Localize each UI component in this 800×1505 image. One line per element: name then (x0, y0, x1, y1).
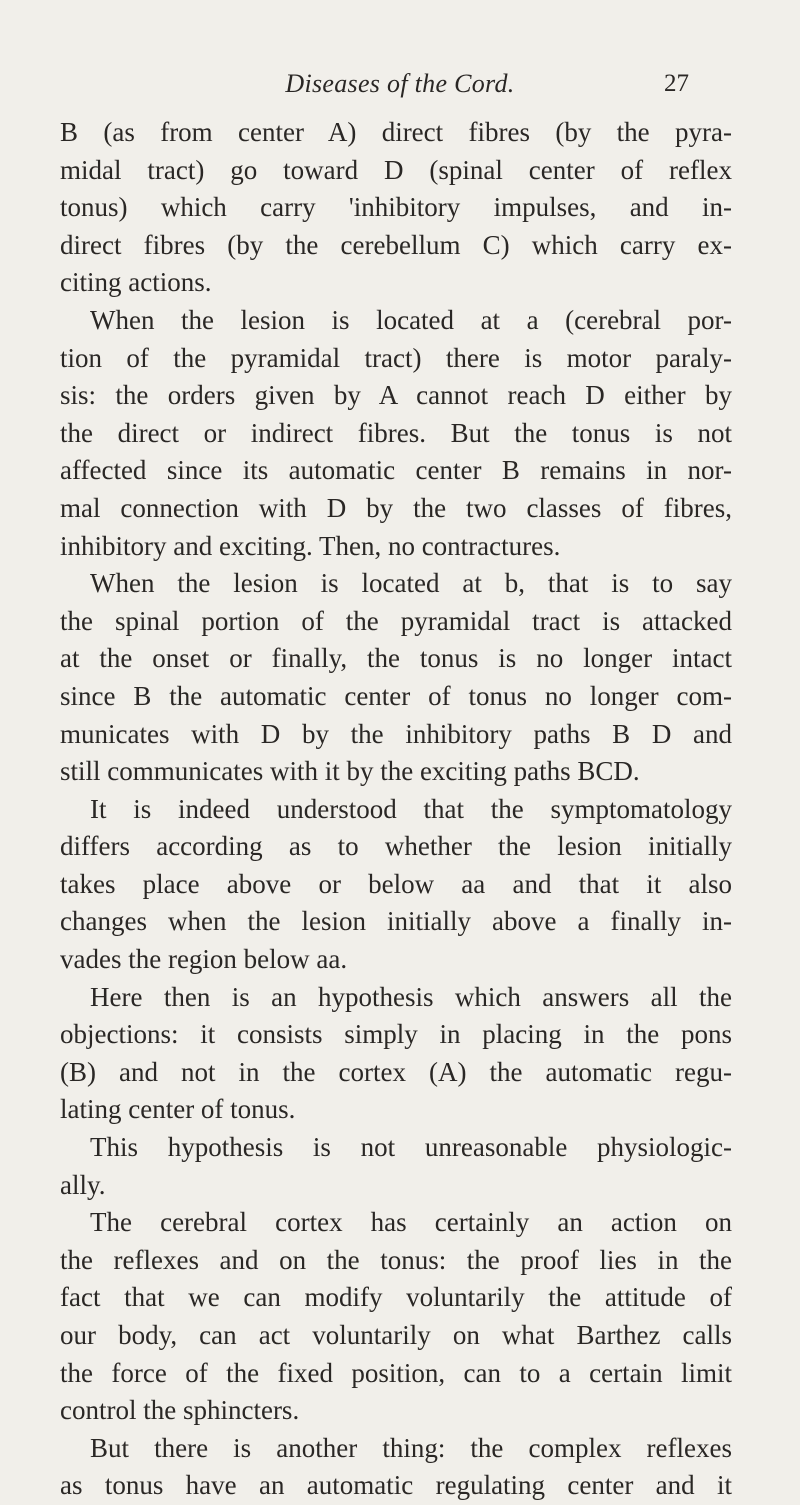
text-line: control the sphincters. (60, 1395, 300, 1426)
text-line: The cerebral cortex has certainly an action on (90, 1207, 732, 1238)
running-head (0, 64, 800, 104)
text-line: as tonus have an automatic regulating center and it (60, 1470, 732, 1501)
text-line: objections: it consists simply in placing in the pons (60, 1019, 732, 1050)
text-line: changes when the lesion initially above a finally in- (60, 906, 732, 937)
text-line: the spinal portion of the pyramidal tract is attacked (60, 605, 732, 636)
text-line: our body, can act voluntarily on what Barthez calls (60, 1320, 732, 1350)
running-title: Diseases of the Cord. (285, 69, 515, 98)
text-line: direct fibres (by the cerebellum C) which carry ex- (60, 229, 732, 260)
text-line: B (as from center A) direct fibres (by the pyra- (60, 117, 732, 147)
body-text (60, 114, 732, 1505)
text-line: affected since its automatic center B remains in nor- (60, 455, 732, 486)
text-line: lating center of tonus. (60, 1094, 296, 1125)
text-line: tonus) which carry 'inhibitory impulses, and in- (60, 192, 732, 223)
text-line: since B the automatic center of tonus no longer com- (60, 680, 732, 711)
text-line: When the lesion is located at b, that is to say (90, 568, 732, 599)
page-number: 27 (664, 70, 689, 97)
text-line: But there is another thing: the complex reflexes (90, 1432, 732, 1463)
text-line: differs according as to whether the lesion initially (60, 831, 732, 862)
text-line: It is indeed understood that the symptomatology (90, 793, 732, 824)
text-line: citing actions. (60, 267, 212, 298)
text-line: inhibitory and exciting. Then, no contractures. (60, 530, 561, 561)
text-line: When the lesion is located at a (cerebral por- (90, 304, 732, 335)
text-line: fact that we can modify voluntarily the attitude of (60, 1282, 732, 1313)
text-line: tion of the pyramidal tract) there is motor paraly- (60, 342, 732, 373)
text-line: midal tract) go toward D (spinal center of reflex (60, 154, 732, 185)
text-line: This hypothesis is not unreasonable physiologic- (90, 1132, 732, 1163)
text-line: Here then is an hypothesis which answers all the (90, 981, 732, 1012)
text-line: mal connection with D by the two classes of fibres, (60, 492, 732, 523)
text-line: the reflexes and on the tonus: the proof lies in the (60, 1244, 732, 1275)
text-line: the force of the fixed position, can to a certain limit (60, 1357, 732, 1388)
text-line: municates with D by the inhibitory paths B D and (60, 718, 732, 749)
text-line: ally. (60, 1169, 106, 1200)
text-line: (B) and not in the cortex (A) the automatic regu- (60, 1056, 732, 1087)
text-line: vades the region below aa. (60, 944, 348, 975)
text-line: at the onset or finally, the tonus is no longer intact (60, 643, 732, 674)
text-line: takes place above or below aa and that it also (60, 868, 732, 899)
text-line: sis: the orders given by A cannot reach D either by (60, 380, 732, 411)
text-line: the direct or indirect fibres. But the tonus is not (60, 417, 732, 448)
text-line: still communicates with it by the exciting paths BCD. (60, 756, 640, 787)
